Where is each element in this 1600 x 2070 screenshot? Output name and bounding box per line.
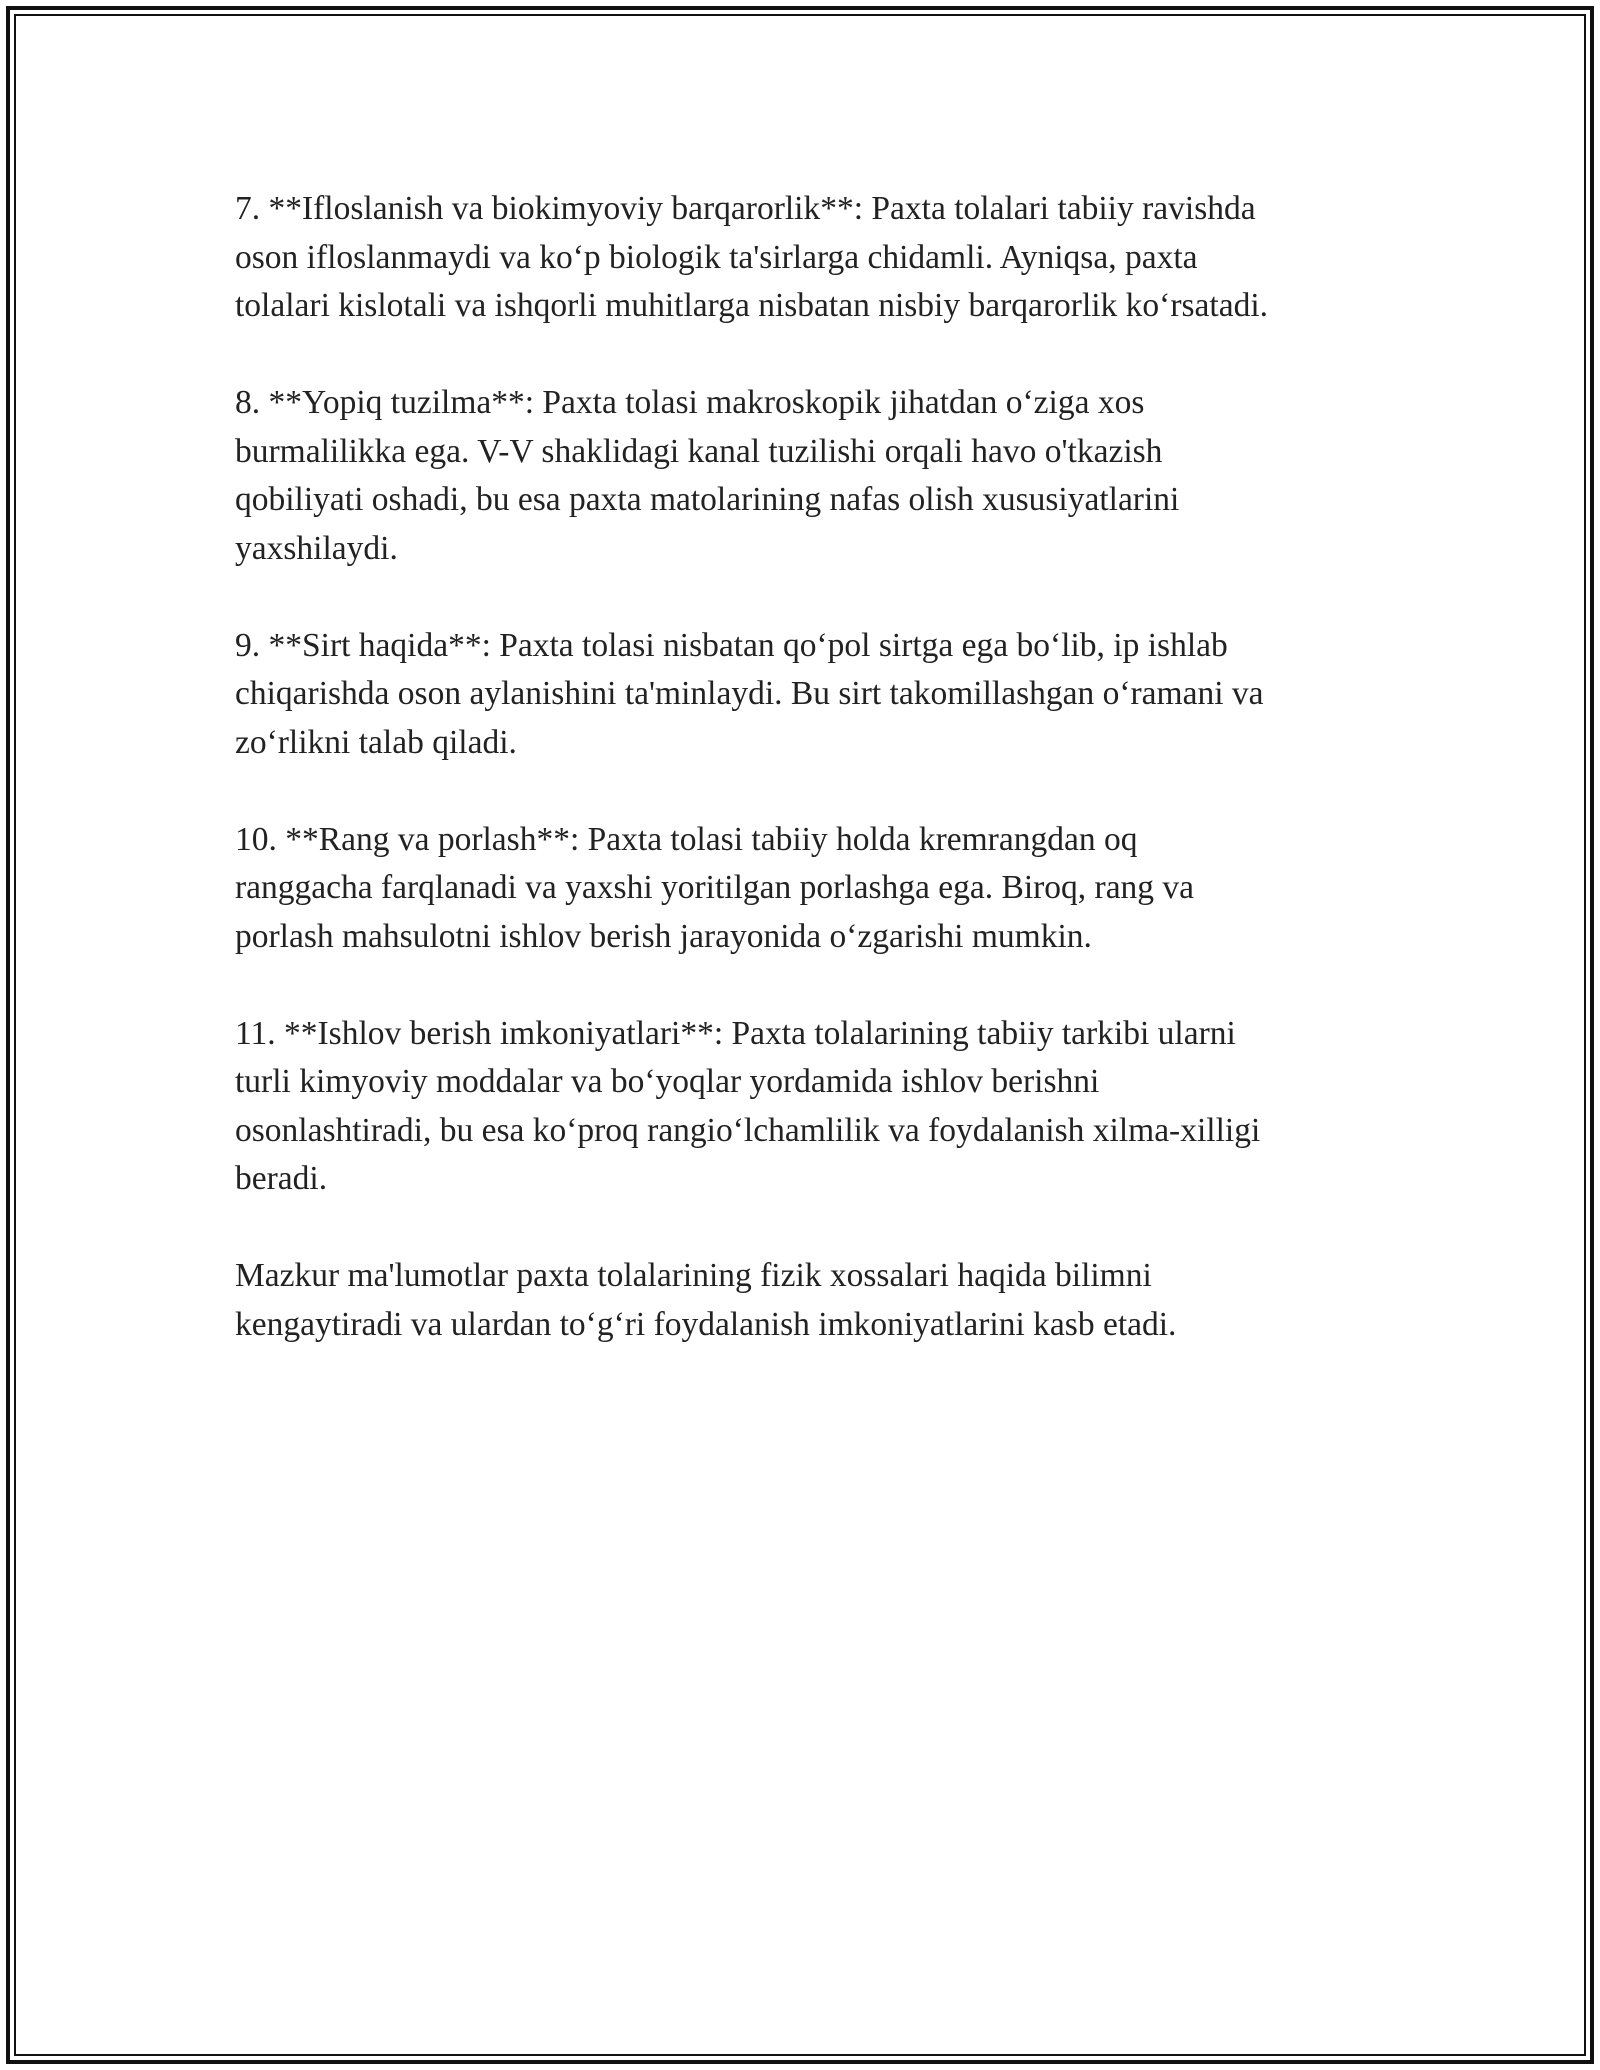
paragraph-surface <box>235 622 1375 768</box>
text-line: yaxshilaydi. <box>235 529 398 567</box>
text-line: tolalari kislotali va ishqorli muhitlarga nisbatan nisbiy barqarorlik ko‘rsatadi. <box>235 287 1269 324</box>
text-line: 11. **Ishlov berish imkoniyatlari**: Paxta tolalarining tabiiy tarkibi ularni <box>235 1014 1236 1052</box>
text-line: chiqarishda oson aylanishini ta'minlaydi. Bu sirt takomillashgan o‘ramani va <box>235 675 1264 712</box>
text-line: zo‘rlikni talab qiladi. <box>235 723 517 761</box>
text-line: kengaytiradi va ulardan to‘g‘ri foydalanish imkoniyatlarini kasb etadi. <box>235 1305 1177 1343</box>
text-line: 10. **Rang va porlash**: Paxta tolasi tabiiy holda kremrangdan oq <box>235 820 1138 858</box>
text-line: 7. **Ifloslanish va biokimyoviy barqarorlik**: Paxta tolalari tabiiy ravishda <box>235 190 1256 227</box>
text-line: 9. **Sirt haqida**: Paxta tolasi nisbatan qo‘pol sirtga ega bo‘lib, ip ishlab <box>235 626 1228 664</box>
text-line: oson ifloslanmaydi va ko‘p biologik ta'sirlarga chidamli. Ayniqsa, paxta <box>235 238 1198 276</box>
paragraph-processing <box>235 1010 1375 1204</box>
text-line: ranggacha farqlanadi va yaxshi yoritilgan porlashga ega. Biroq, rang va <box>235 869 1195 906</box>
text-line: beradi. <box>235 1160 328 1197</box>
paragraph-contamination-stability <box>235 185 1375 331</box>
paragraph-color-luster <box>235 816 1375 962</box>
text-line: osonlashtiradi, bu esa ko‘proq rangio‘lchamlilik va foydalanish xilma-xilligi <box>235 1111 1261 1149</box>
text-line: burmalilikka ega. V-V shaklidagi kanal tuzilishi orqali havo o'tkazish <box>235 432 1163 470</box>
text-line: qobiliyati oshadi, bu esa paxta matolarining nafas olish xususiyatlarini <box>235 481 1180 518</box>
text-line: Mazkur ma'lumotlar paxta tolalarining fizik xossalari haqida bilimni <box>235 1257 1152 1294</box>
paragraph-closed-structure <box>235 379 1375 573</box>
paragraph-conclusion <box>235 1252 1375 1349</box>
text-line: 8. **Yopiq tuzilma**: Paxta tolasi makroskopik jihatdan o‘ziga xos <box>235 384 1145 421</box>
document-body <box>235 185 1375 1398</box>
text-line: turli kimyoviy moddalar va bo‘yoqlar yordamida ishlov berishni <box>235 1063 1100 1100</box>
text-line: porlash mahsulotni ishlov berish jarayonida o‘zgarishi mumkin. <box>235 917 1092 955</box>
